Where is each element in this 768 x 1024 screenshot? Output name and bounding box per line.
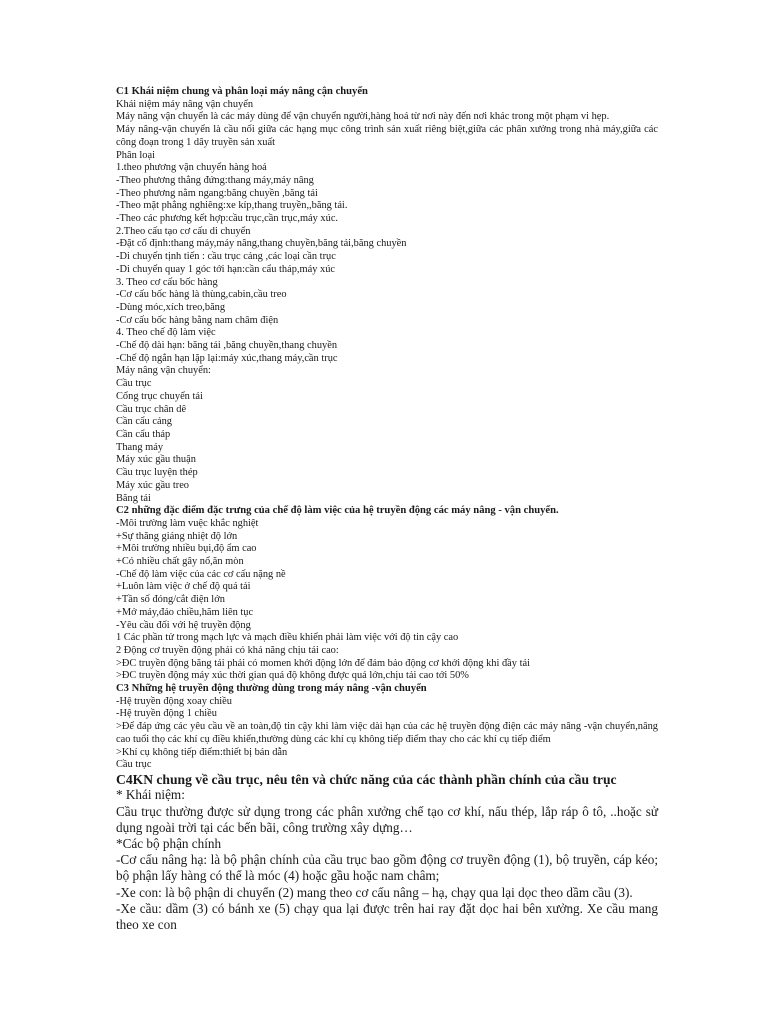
c1-line: -Chế độ ngắn hạn lặp lại:máy xúc,thang máy,cần trục	[116, 352, 338, 364]
c2-body	[116, 518, 658, 683]
c1-line: -Cơ cấu bốc hàng bằng nam châm điện	[116, 314, 279, 326]
c1-line: Máy xúc gầu treo	[116, 479, 189, 491]
c2-line: +Sự thăng giáng nhiệt độ lớn	[116, 530, 238, 542]
c1-line: Máy xúc gầu thuận	[116, 454, 196, 466]
c2-heading: C2 những đặc điểm đặc trưng của chế độ làm việc của hệ truyền động các máy nâng - vận chuyển.	[116, 505, 559, 517]
c2-line: 1 Các phần tử trong mạch lực và mạch điều khiển phải làm việc với độ tin cậy cao	[116, 632, 459, 644]
c1-heading: C1 Khái niệm chung và phân loại máy nâng cận chuyển	[116, 86, 368, 97]
c1-line: Máy nâng-vận chuyển là cầu nối giữa các hạng mục công trình sản xuất riêng biệt,giữa các phân xưởng trong nhà máy,giữa các công đoạn trong 1 dây truyền sản xuất	[116, 124, 658, 148]
c1-line: -Cơ cấu bốc hàng là thùng,cabin,cầu treo	[116, 289, 287, 301]
c1-line: -Chế độ dài hạn: băng tải ,băng chuyền,thang chuyền	[116, 340, 338, 352]
c4-line: -Xe cầu: dầm (3) có bánh xe (5) chạy qua lại được trên hai ray đặt dọc hai bên xưởng. Xe cầu mang theo xe con	[116, 900, 658, 933]
c4-line: *Các bộ phận chính	[116, 836, 222, 852]
c3-line: -Hệ truyền động 1 chiều	[116, 708, 217, 720]
c1-line: Thang máy	[116, 441, 164, 453]
c3-line: -Hệ truyền động xoay chiều	[116, 695, 232, 707]
c1-body	[116, 99, 658, 506]
c1-line: Máy nâng vận chuyển:	[116, 365, 211, 377]
c2-line: -Chế độ làm việc của các cơ cấu nặng nề	[116, 568, 286, 580]
c4-line: * Khái niệm:	[116, 787, 185, 803]
c1-line: Phân loại	[116, 149, 155, 161]
document-page	[116, 86, 658, 933]
c1-line: -Di chuyển tịnh tiến : cầu trục cảng ,các loại cần trục	[116, 251, 336, 263]
c1-line: 3. Theo cơ cấu bốc hàng	[116, 276, 218, 288]
c1-line: Khái niệm máy nâng vận chuyển	[116, 98, 254, 110]
c1-line: Máy nâng vận chuyển là các máy dùng để vận chuyển người,hàng hoá từ nơi này đến nơi khác trong một phạm vi hẹp.	[116, 111, 610, 123]
c4-line: Cầu trục thường được sử dụng trong các phân xưởng chế tạo cơ khí, nấu thép, lắp ráp ô tô, ..hoặc sử dụng ngoài trời tại các bến bãi, công trường xây dựng…	[116, 803, 658, 835]
c1-line: 2.Theo cấu tạo cơ cấu di chuyển	[116, 225, 251, 237]
c3-body	[116, 696, 658, 772]
c2-line: 2 Động cơ truyền động phải có khả năng chịu tải cao:	[116, 644, 339, 656]
c2-line: >ĐC truyền động băng tải phải có momen khởi động lớn để đảm bảo động cơ khởi động khi đầy tải	[116, 657, 530, 669]
c4-body	[116, 787, 658, 933]
c1-line: -Theo phương thẳng đứng:thang máy,máy nâng	[116, 174, 314, 186]
c2-line: -Yêu cầu đối với hệ truyền động	[116, 619, 251, 631]
c1-line: Cầu trục luyện thép	[116, 467, 198, 479]
c3-heading: C3 Những hệ truyền động thường dùng trong máy nâng -vận chuyển	[116, 683, 427, 695]
c1-line: -Theo phương nằm ngang:băng chuyền ,băng tải	[116, 187, 318, 199]
c3-line: >Khí cụ không tiếp điểm:thiết bị bán dẫn	[116, 746, 288, 758]
c1-line: Cần cẩu tháp	[116, 428, 171, 440]
c2-line: +Luôn làm việc ở chế độ quá tải	[116, 581, 251, 593]
c2-line: +Tần số đóng/cắt điện lớn	[116, 594, 225, 606]
c3-line: >Để đáp ứng các yêu cầu về an toàn,độ tin cậy khi làm việc dài hạn của các hệ truyền động điện các máy nâng -vận chuyển,nâng cao tuổi thọ các khí cụ điều khiển,thường dùng các khí cụ không tiếp điểm thay cho các khí cụ tiếp điểm	[116, 721, 658, 745]
c1-line: Cần cẩu cảng	[116, 416, 172, 428]
c4-line: -Cơ cấu nâng hạ: là bộ phận chính của cầu trục bao gồm động cơ truyền động (1), bộ truyền, cáp kéo; bộ phận lấy hàng có thể là móc (4) hoặc gầu hoặc nam châm;	[116, 852, 658, 884]
c1-line: 1.theo phương vận chuyển hàng hoá	[116, 162, 267, 174]
c2-line: >ĐC truyền động máy xúc thời gian quá độ không được quá lớn,chịu tải cao tới 50%	[116, 670, 469, 682]
c2-line: +Môi trường nhiều bụi,độ ẩm cao	[116, 543, 257, 555]
c1-line: -Di chuyển quay 1 góc tới hạn:cần cẩu tháp,máy xúc	[116, 263, 336, 275]
c3-line: Cầu trục	[116, 759, 152, 771]
c4-line: -Xe con: là bộ phận di chuyển (2) mang theo cơ cấu nâng – hạ, chạy qua lại dọc theo dầm cầu (3).	[116, 884, 633, 900]
c1-line: Cổng trục chuyển tải	[116, 390, 203, 402]
c1-line: -Theo các phương kết hợp:cầu trục,cần trục,máy xúc.	[116, 213, 339, 225]
c1-line: 4. Theo chế độ làm việc	[116, 327, 216, 339]
c1-line: -Theo mặt phẳng nghiêng:xe kíp,thang truyền,,băng tải.	[116, 200, 348, 212]
c1-line: -Dùng móc,xích treo,băng	[116, 301, 226, 313]
c1-line: Cầu trục	[116, 378, 152, 390]
c4-heading: C4KN chung về cầu trục, nêu tên và chức năng của các thành phần chính của cầu trục	[116, 771, 617, 787]
c1-line: -Đặt cố định:thang máy,máy nâng,thang chuyền,băng tải,băng chuyền	[116, 238, 407, 250]
c1-line: Băng tải	[116, 492, 151, 504]
c2-line: +Có nhiều chất gây nổ,ăn mòn	[116, 556, 244, 568]
c2-line: -Môi trường làm vuệc khắc nghiệt	[116, 517, 259, 529]
c1-line: Cầu trục chân dê	[116, 403, 187, 415]
c2-line: +Mở máy,đảo chiều,hãm liên tục	[116, 606, 254, 618]
